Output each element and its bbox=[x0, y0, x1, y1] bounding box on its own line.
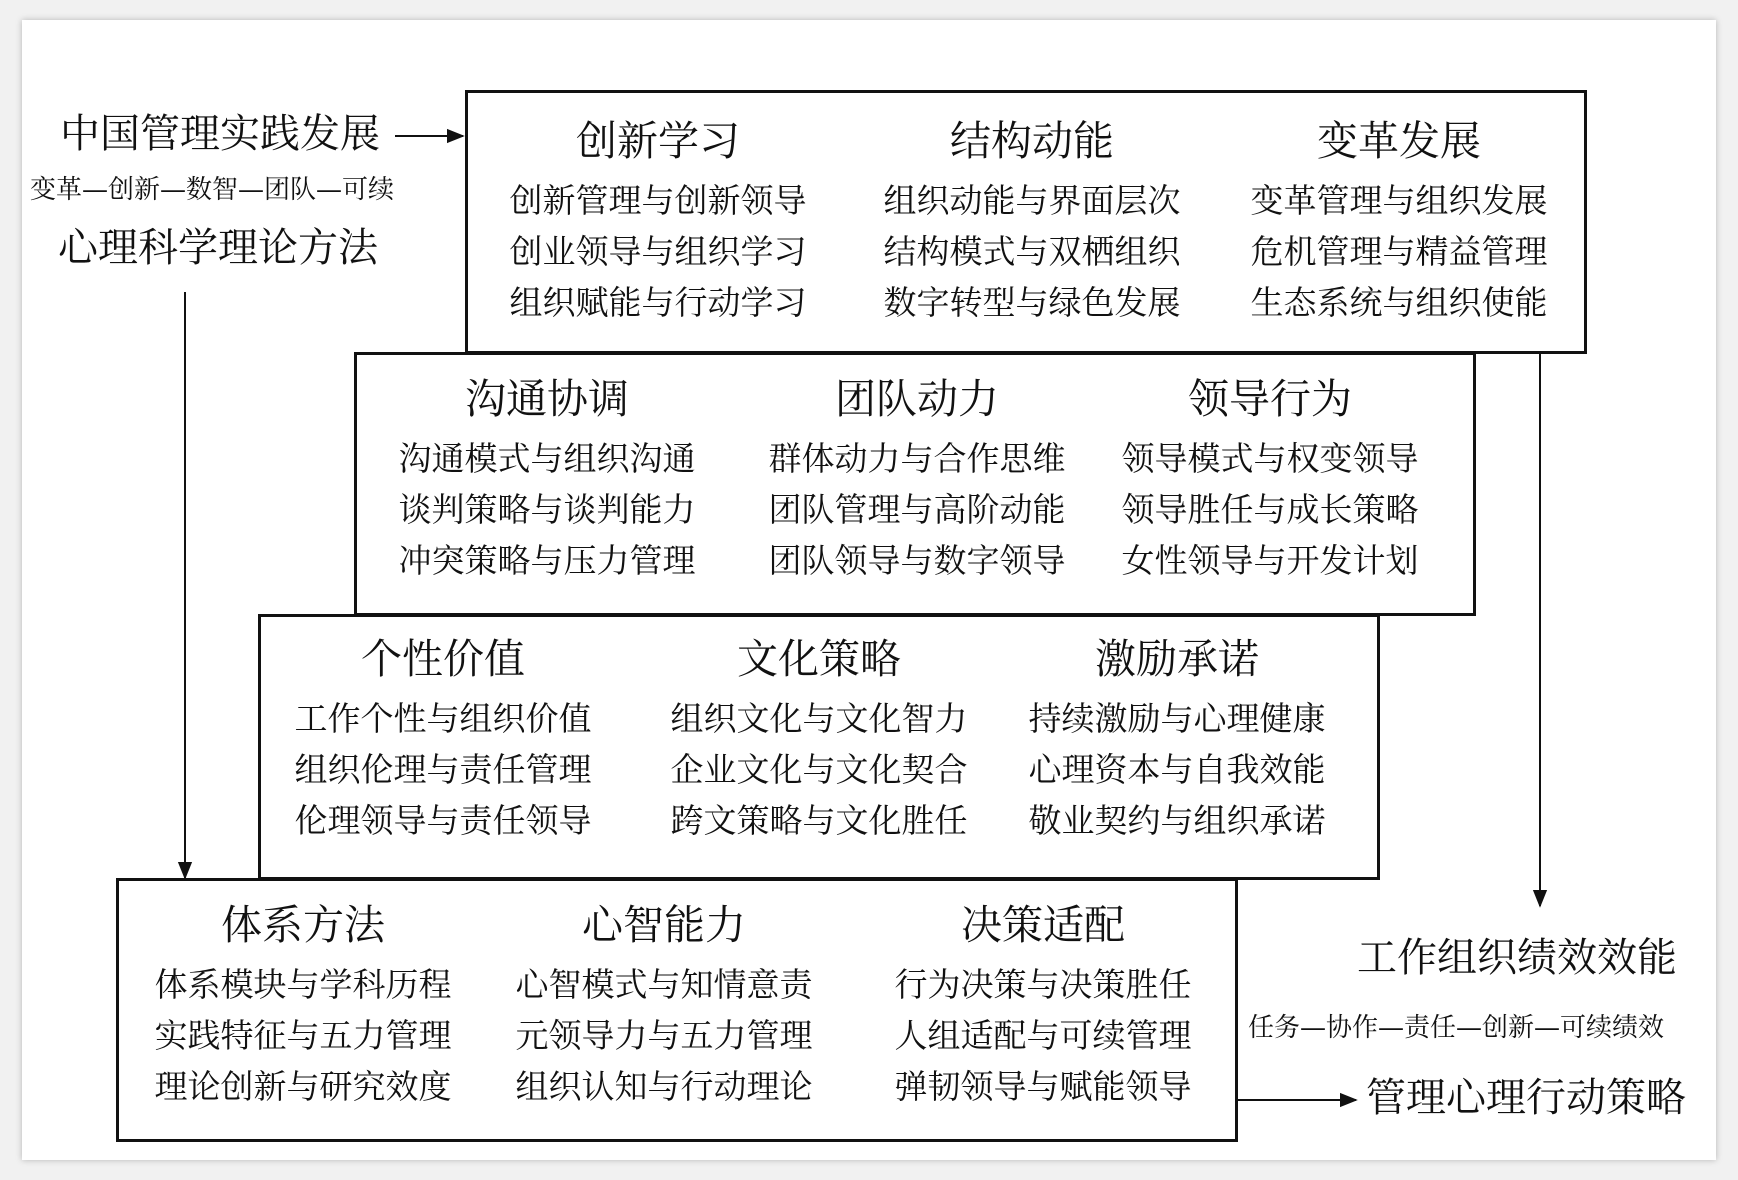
column-title: 结构动能 bbox=[950, 117, 1114, 165]
column-title: 文化策略 bbox=[737, 635, 901, 683]
strategy-label: 管理心理行动策略 bbox=[1366, 1075, 1686, 1121]
column-item: 组织赋能与行动学习 bbox=[509, 283, 807, 322]
column-item: 心智模式与知情意责 bbox=[515, 965, 813, 1004]
column-item: 跨文策略与文化胜任 bbox=[670, 801, 968, 840]
column-item: 结构模式与双栖组织 bbox=[883, 232, 1181, 271]
column-item: 体系模块与学科历程 bbox=[154, 965, 452, 1004]
column-title: 沟通协调 bbox=[465, 375, 629, 423]
column-item: 企业文化与文化契合 bbox=[670, 750, 968, 789]
column-title: 创新学习 bbox=[576, 117, 740, 165]
column-team-dynamics bbox=[727, 375, 1107, 580]
column-title: 心智能力 bbox=[582, 901, 746, 949]
column-item: 弹韧领导与赋能领导 bbox=[894, 1067, 1192, 1106]
column-title: 个性价值 bbox=[361, 635, 525, 683]
practice-chain: 变革—创新—数智—团队—可续 bbox=[30, 175, 395, 205]
column-item: 变革管理与组织发展 bbox=[1250, 181, 1548, 220]
column-title: 激励承诺 bbox=[1095, 635, 1259, 683]
column-title: 体系方法 bbox=[221, 901, 385, 949]
column-item: 持续激励与心理健康 bbox=[1028, 699, 1326, 738]
column-item: 理论创新与研究效度 bbox=[154, 1067, 452, 1106]
column-item: 心理资本与自我效能 bbox=[1028, 750, 1326, 789]
performance-chain: 任务—协作—责任—创新—可续绩效 bbox=[1248, 1013, 1665, 1043]
column-item: 元领导力与五力管理 bbox=[515, 1016, 813, 1055]
column-culture-strategy bbox=[629, 635, 1009, 840]
column-item: 团队领导与数字领导 bbox=[768, 541, 1066, 580]
practice-label: 中国管理实践发展 bbox=[60, 111, 380, 157]
column-item: 生态系统与组织使能 bbox=[1250, 283, 1548, 322]
column-item: 数字转型与绿色发展 bbox=[883, 283, 1181, 322]
column-item: 危机管理与精益管理 bbox=[1250, 232, 1548, 271]
column-item: 领导模式与权变领导 bbox=[1121, 439, 1419, 478]
layer-personality-culture-motivation bbox=[258, 614, 1380, 880]
column-decision-fit bbox=[853, 901, 1233, 1106]
column-item: 组织动能与界面层次 bbox=[883, 181, 1181, 220]
column-system-methods bbox=[113, 901, 493, 1106]
column-item: 领导胜任与成长策略 bbox=[1121, 490, 1419, 529]
column-item: 敬业契约与组织承诺 bbox=[1028, 801, 1326, 840]
column-innovation-learning bbox=[468, 117, 848, 322]
performance-label: 工作组织绩效效能 bbox=[1357, 935, 1677, 981]
column-item: 团队管理与高阶动能 bbox=[768, 490, 1066, 529]
column-structure-dynamics bbox=[842, 117, 1222, 322]
layer-innovation-structure-change bbox=[465, 90, 1587, 354]
column-item: 创新管理与创新领导 bbox=[509, 181, 807, 220]
column-item: 沟通模式与组织沟通 bbox=[398, 439, 696, 478]
column-item: 谈判策略与谈判能力 bbox=[398, 490, 696, 529]
column-motivation-commitment bbox=[987, 635, 1367, 840]
column-item: 冲突策略与压力管理 bbox=[398, 541, 696, 580]
column-item: 组织伦理与责任管理 bbox=[294, 750, 592, 789]
column-item: 创业领导与组织学习 bbox=[509, 232, 807, 271]
column-item: 女性领导与开发计划 bbox=[1121, 541, 1419, 580]
layer-communication-team-leadership bbox=[354, 352, 1476, 616]
theory-label: 心理科学理论方法 bbox=[58, 225, 378, 271]
column-title: 领导行为 bbox=[1188, 375, 1352, 423]
column-item: 实践特征与五力管理 bbox=[154, 1016, 452, 1055]
layer-system-mind-decision bbox=[116, 878, 1238, 1142]
column-item: 工作个性与组织价值 bbox=[294, 699, 592, 738]
column-leadership bbox=[1080, 375, 1460, 580]
column-title: 变革发展 bbox=[1317, 117, 1481, 165]
column-change-development bbox=[1209, 117, 1589, 322]
column-item: 行为决策与决策胜任 bbox=[894, 965, 1192, 1004]
column-item: 群体动力与合作思维 bbox=[768, 439, 1066, 478]
column-item: 人组适配与可续管理 bbox=[894, 1016, 1192, 1055]
column-personality-values bbox=[253, 635, 633, 840]
column-communication bbox=[357, 375, 737, 580]
column-title: 决策适配 bbox=[961, 901, 1125, 949]
column-item: 组织认知与行动理论 bbox=[515, 1067, 813, 1106]
column-title: 团队动力 bbox=[835, 375, 999, 423]
column-mental-capacity bbox=[474, 901, 854, 1106]
column-item: 组织文化与文化智力 bbox=[670, 699, 968, 738]
column-item: 伦理领导与责任领导 bbox=[294, 801, 592, 840]
